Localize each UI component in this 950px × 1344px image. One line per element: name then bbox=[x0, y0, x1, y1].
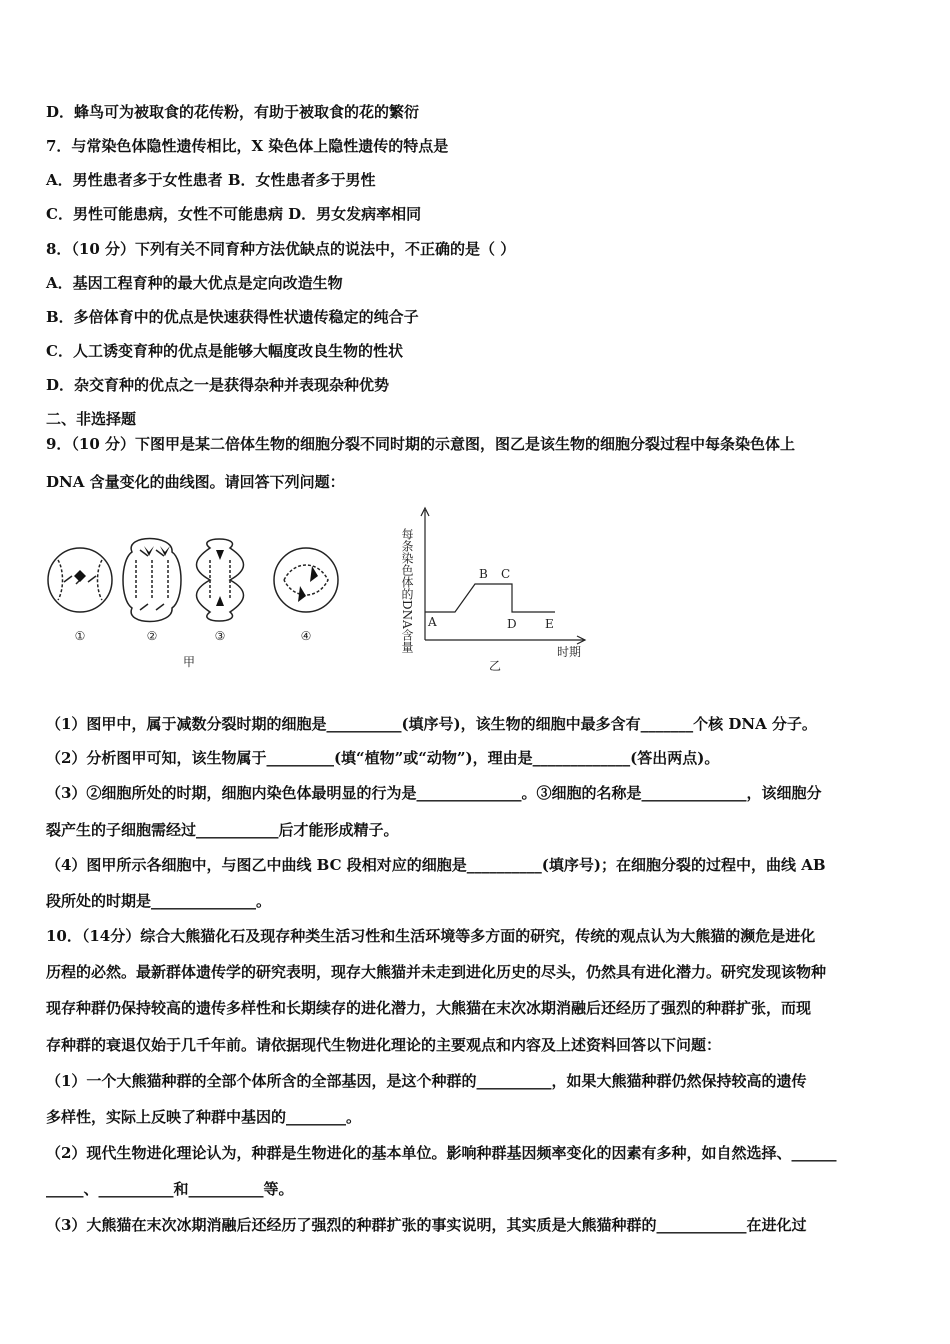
text-line: B．多倍体育中的优点是快速获得性状遗传稳定的纯合子 bbox=[46, 308, 419, 326]
text-line: D．蜂鸟可为被取食的花传粉，有助于被取食的花的繁衍 bbox=[46, 103, 420, 121]
text-line: DNA 含量变化的曲线图。请回答下列问题： bbox=[46, 473, 345, 491]
point-label-B: B bbox=[479, 567, 488, 581]
text-line: D．杂交育种的优点之一是获得杂种并表现杂种优势 bbox=[46, 376, 390, 394]
text-line: C．人工诱变育种的优点是能够大幅度改良生物的性状 bbox=[46, 342, 403, 360]
y-axis-label: 每条染色体的DNA含量 bbox=[400, 528, 414, 653]
text-line: （3）大熊猫在末次冰期消融后还经历了强烈的种群扩张的事实说明，其实质是大熊猫种群的____________在进化过 bbox=[46, 1216, 807, 1234]
text-line: 7．与常染色体隐性遗传相比，X 染色体上隐性遗传的特点是 bbox=[46, 137, 449, 155]
text-line: （1）一个大熊猫种群的全部个体所含的全部基因，是这个种群的__________，如果大熊猫种群仍然保持较高的遗传 bbox=[46, 1072, 807, 1090]
section-heading: 二、非选择题 bbox=[46, 410, 137, 428]
cell-label-2: ② bbox=[146, 629, 158, 643]
text-line: （2）现代生物进化理论认为，种群是生物进化的基本单位。影响种群基因频率变化的因素有多种，如自然选择、______ bbox=[46, 1144, 837, 1162]
x-axis-label: 时期 bbox=[557, 645, 582, 659]
cell-label-1: ① bbox=[74, 629, 86, 643]
text-line: A．基因工程育种的最大优点是定向改造生物 bbox=[46, 274, 343, 292]
text-line: _____、__________和__________等。 bbox=[46, 1180, 294, 1198]
point-label-D: D bbox=[507, 617, 517, 631]
text-line: 10．（14分）综合大熊猫化石及现存种类生活习性和生活环境等多方面的研究，传统的观点认为大熊猫的濒危是进化 bbox=[46, 927, 816, 945]
text-line: 多样性，实际上反映了种群中基因的________。 bbox=[46, 1108, 362, 1126]
figure-jia-caption: 甲 bbox=[182, 655, 196, 669]
cell-label-3: ③ bbox=[214, 629, 226, 643]
text-line: 段所处的时期是______________。 bbox=[46, 892, 272, 910]
text-line: 裂产生的子细胞需经过___________后才能形成精子。 bbox=[46, 821, 399, 839]
cell-label-4: ④ bbox=[300, 629, 312, 643]
text-line: A．男性患者多于女性患者 B．女性患者多于男性 bbox=[46, 171, 376, 189]
figure-yi-caption: 乙 bbox=[488, 659, 502, 673]
figure-jia bbox=[44, 520, 344, 670]
text-line: C．男性可能患病，女性不可能患病 D．男女发病率相同 bbox=[46, 205, 422, 223]
text-line: 存种群的衰退仅始于几千年前。请依据现代生物进化理论的主要观点和内容及上述资料回答以下问题： bbox=[46, 1036, 722, 1054]
text-line: 历程的必然。最新群体遗传学的研究表明，现存大熊猫并未走到进化历史的尽头，仍然具有进化潜力。研究发现该物种 bbox=[46, 963, 827, 981]
text-line: （4）图甲所示各细胞中，与图乙中曲线 BC 段相对应的细胞是__________(填序号)；在细胞分裂的过程中，曲线 AB bbox=[46, 856, 826, 874]
text-line: 现存种群仍保持较高的遗传多样性和长期续存的进化潜力，大熊猫在末次冰期消融后还经历了强烈的种群扩张，而现 bbox=[46, 999, 812, 1017]
point-label-C: C bbox=[501, 567, 511, 581]
text-line: （1）图甲中，属于减数分裂时期的细胞是__________(填序号)，该生物的细胞中最多含有_______个核 DNA 分子。 bbox=[46, 715, 817, 733]
dna-content-line bbox=[425, 584, 555, 612]
figure-yi bbox=[395, 500, 595, 675]
point-label-E: E bbox=[545, 617, 554, 631]
text-line: （2）分析图甲可知，该生物属于_________(填“植物”或“动物”)，理由是_____________(答出两点)。 bbox=[46, 749, 720, 767]
text-line: 9．（10 分）下图甲是某二倍体生物的细胞分裂不同时期的示意图，图乙是该生物的细胞分裂过程中每条染色体上 bbox=[46, 435, 796, 453]
point-label-A: A bbox=[428, 615, 437, 629]
text-line: 8．（10 分）下列有关不同育种方法优缺点的说法中，不正确的是（ ） bbox=[46, 240, 516, 258]
text-line: （3）②细胞所处的时期，细胞内染色体最明显的行为是______________。③细胞的名称是______________，该细胞分 bbox=[46, 784, 822, 802]
